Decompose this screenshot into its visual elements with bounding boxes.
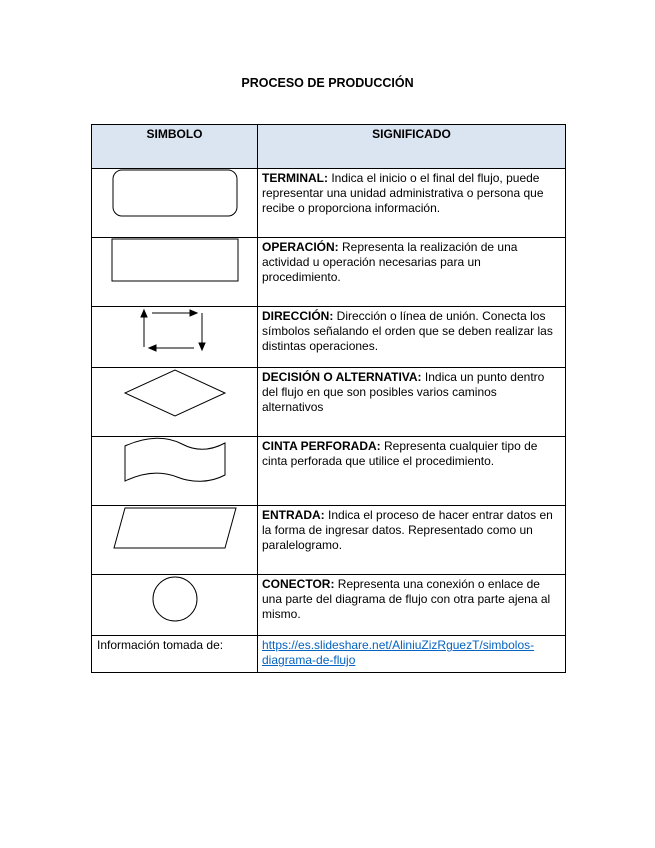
term-description: Representa la realización de una actividad u operación necesarias para un procedimiento. [262,240,518,284]
symbol-cell [92,437,258,506]
flowchart-symbols-table [91,124,566,673]
source-label: Información tomada de: [92,636,258,673]
source-link[interactable]: https://es.slideshare.net/AliniuZizRguezT/simbolos-diagrama-de-flujo [262,638,535,667]
term-description: Indica el proceso de hacer entrar datos en la forma de ingresar datos. Representado como un paralelogramo. [262,508,553,552]
decision-diamond-icon [123,368,227,418]
term-description: Representa cualquier tipo de cinta perforada que utilice el procedimiento. [262,439,538,468]
term-label: DECISIÓN O ALTERNATIVA: [262,370,422,384]
header-simbolo: SIMBOLO [92,125,258,169]
table-row [92,506,566,575]
term-label: OPERACIÓN: [262,240,339,254]
term-label: CONECTOR: [262,577,335,591]
term-description: Representa una conexión o enlace de una parte del diagrama de flujo con otra parte ajena al mismo. [262,577,551,621]
description-cell [258,238,566,307]
term-label: CINTA PERFORADA: [262,439,381,453]
source-row [92,636,566,673]
source-link-cell [258,636,566,673]
table-row [92,575,566,636]
term-label: ENTRADA: [262,508,325,522]
term-description: Indica el inicio o el final del flujo, puede representar una unidad administrativa o persona que recibe o proporciona información. [262,171,544,215]
page-title: PROCESO DE PRODUCCIÓN [241,76,414,90]
table-header-row [92,125,566,169]
operation-icon [111,238,239,282]
term-description: Indica un punto dentro del flujo en que son posibles varios caminos alternativos [262,370,545,414]
table-row [92,437,566,506]
description-cell [258,307,566,368]
symbol-cell [92,506,258,575]
table-row [92,368,566,437]
punched-tape-icon [122,437,228,487]
symbol-cell [92,238,258,307]
symbol-cell [92,368,258,437]
description-cell [258,169,566,238]
direction-arrows-icon [140,307,210,353]
input-parallelogram-icon [112,506,238,550]
description-cell [258,368,566,437]
description-cell [258,506,566,575]
header-significado: SIGNIFICADO [258,125,566,169]
symbol-cell [92,575,258,636]
term-description: Dirección o línea de unión. Conecta los símbolos señalando el orden que se deben realizar las distintas operaciones. [262,309,553,353]
terminal-icon [112,169,238,217]
table-row [92,307,566,368]
symbol-cell [92,169,258,238]
symbol-cell [92,307,258,368]
description-cell [258,437,566,506]
connector-circle-icon [151,575,199,623]
description-cell [258,575,566,636]
term-label: TERMINAL: [262,171,328,185]
table-row [92,169,566,238]
term-label: DIRECCIÓN: [262,309,334,323]
table-row [92,238,566,307]
